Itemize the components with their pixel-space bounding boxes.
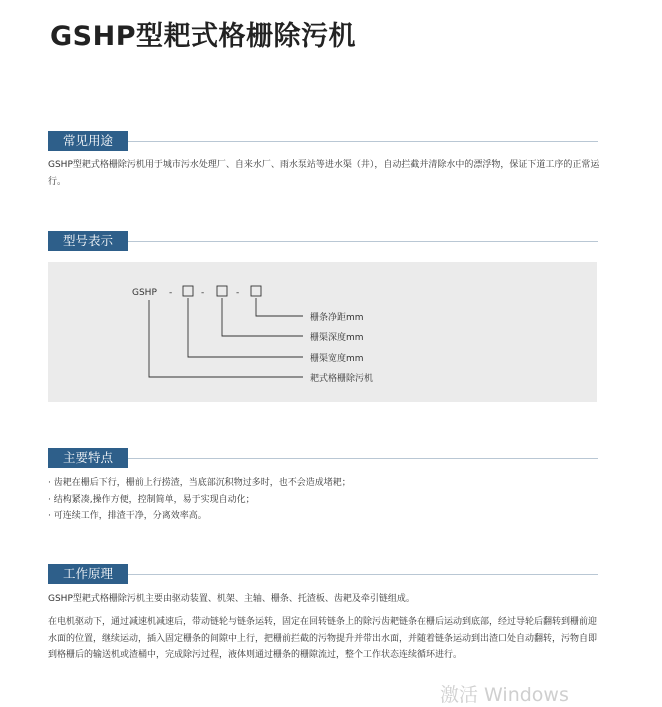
model-dash: - xyxy=(201,288,205,298)
section-divider xyxy=(128,141,598,142)
feature-item: · 可连续工作，排渣干净，分离效率高。 xyxy=(48,511,207,521)
principle-paragraph: 在电机驱动下，通过减速机减速后，带动链轮与链条运转，固定在回转链条上的除污齿耙链条在栅后运动到底部，经过导轮后翻转到栅前迎水面的位置，继续运动，插入固定栅条的间隙中上行，把栅前拦截的污物提升并带出水面，并随着链条运动到出渣口处自动翻转，污物自即到格栅后的输送机或渣桶中，完成除污过程，液体则通过栅条的栅隙流过，整个工作状态连续循环进行。 xyxy=(48,617,598,660)
model-label-width: 栅渠宽度mm xyxy=(310,354,364,364)
model-dash: - xyxy=(236,288,240,298)
page-title: GSHP型耙式格栅除污机 xyxy=(50,21,356,52)
section-label-usage: 常见用途 xyxy=(48,131,128,151)
model-label-depth: 栅渠深度mm xyxy=(310,333,364,343)
model-box-width xyxy=(183,286,193,296)
section-label-model: 型号表示 xyxy=(48,231,128,251)
leader-line-width xyxy=(188,298,303,357)
feature-item: · 结构紧凑,操作方便，控制简单，易于实现自动化； xyxy=(48,494,255,505)
section-header-features xyxy=(48,448,598,468)
model-dash: - xyxy=(169,288,173,298)
section-divider xyxy=(128,241,598,242)
model-box-spacing xyxy=(251,286,261,296)
section-header-model xyxy=(48,231,598,251)
section-header-usage xyxy=(48,131,598,151)
section-header-principle xyxy=(48,564,598,584)
leader-line-depth xyxy=(222,298,303,336)
features-list xyxy=(48,475,600,525)
feature-item: · 齿耙在栅后下行，栅前上行捞渣，当底部沉积物过多时，也不会造成堵耙； xyxy=(48,478,351,488)
section-label-features: 主要特点 xyxy=(48,448,128,468)
model-designation-diagram xyxy=(48,262,597,402)
leader-line-spacing xyxy=(256,298,303,316)
model-prefix: GSHP xyxy=(132,288,157,298)
section-divider xyxy=(128,458,598,459)
section-label-principle: 工作原理 xyxy=(48,564,128,584)
principle-intro: GSHP型耙式格栅除污机主要由驱动装置、机架、主轴、栅条、托渣板、齿耙及牵引链组成。 xyxy=(48,594,415,604)
model-designation-panel xyxy=(48,262,597,402)
windows-activation-watermark: 激活 Windows xyxy=(440,684,569,706)
usage-paragraph: GSHP型耙式格栅除污机用于城市污水处理厂、自来水厂、雨水泵站等进水渠（井），自动拦截并清除水中的漂浮物，保证下道工序的正常运行。 xyxy=(48,160,600,187)
model-label-type: 耙式格栅除污机 xyxy=(310,374,374,384)
model-box-depth xyxy=(217,286,227,296)
leader-line-type xyxy=(149,300,303,377)
section-divider xyxy=(128,574,598,575)
model-label-spacing: 栅条净距mm xyxy=(310,313,364,323)
